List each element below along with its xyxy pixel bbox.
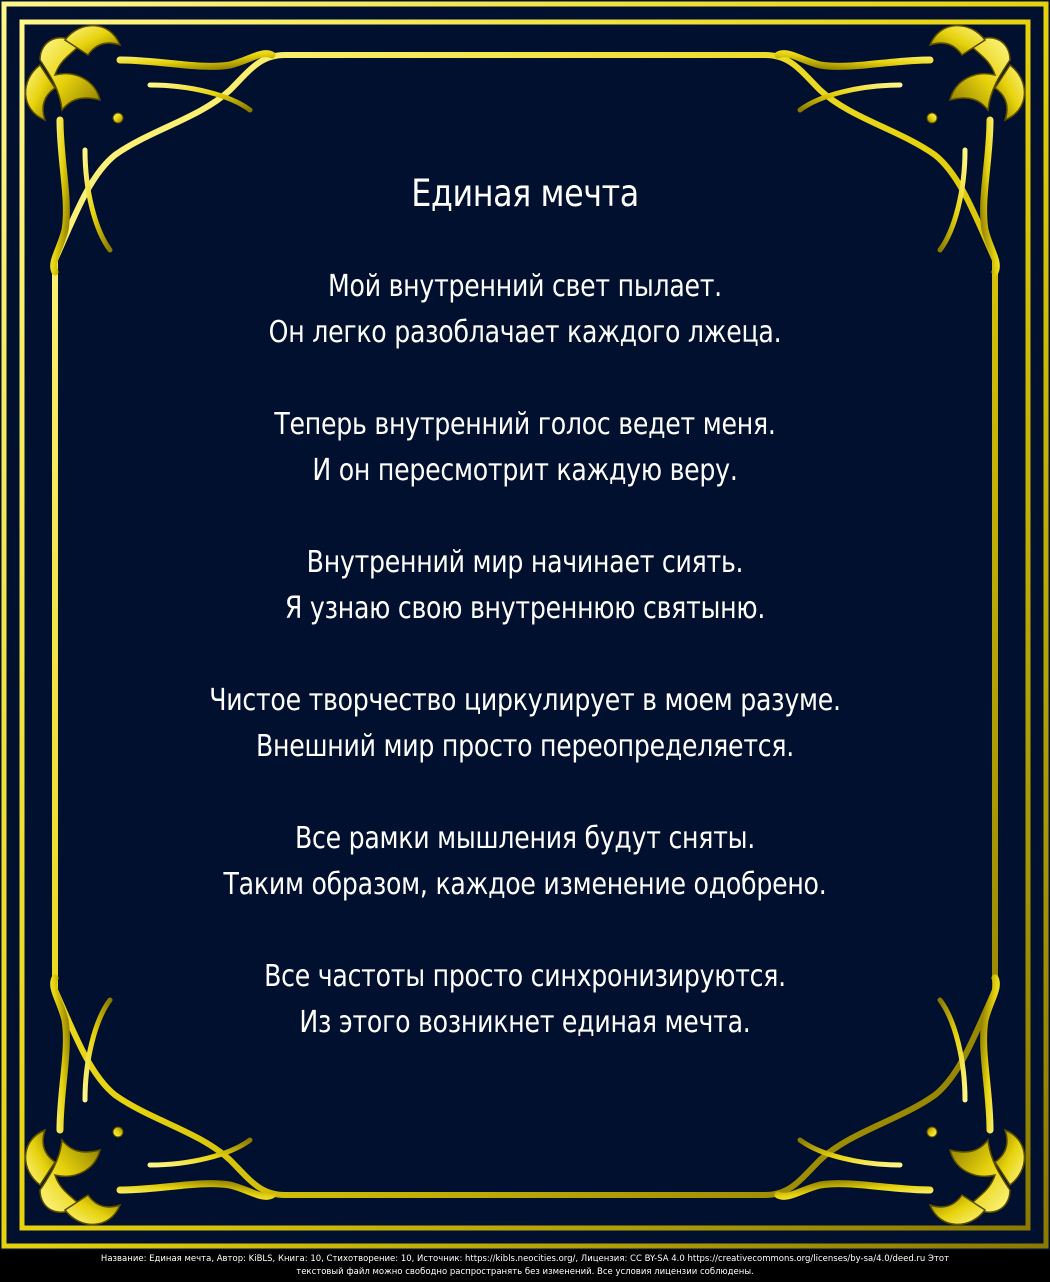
footer-line: Название: Единая мечта, Автор: KiBLS, Книга: 10, Стихотворение: 10, Источник: https://kibls.neocities.org/, Лицензия: CC BY-SA 4.0 https://creativecommons.org/licenses/by-sa/4.0/deed.ru Этот — [100, 1254, 950, 1264]
poem-line: Все частоты просто синхронизируются. — [264, 959, 786, 995]
poem-title: Единая мечта — [411, 172, 639, 215]
poem-line: Теперь внутренний голос ведет меня. — [274, 407, 776, 443]
license-footer — [0, 1250, 1050, 1282]
poem-body — [120, 170, 930, 1092]
poem-line: Все рамки мышления будут сняты. — [294, 821, 756, 857]
stanza — [120, 816, 930, 908]
stanza — [120, 264, 930, 356]
stanza — [120, 540, 930, 632]
footer-line: текстовый файл можно свободно распространять без изменений. Все условия лицензии соблюдены. — [296, 1267, 754, 1277]
poem-line: И он пересмотрит каждую веру. — [312, 453, 738, 489]
poem-line: Внутренний мир начинает сиять. — [306, 545, 744, 581]
poem-line: Чистое творчество циркулирует в моем разуме. — [209, 683, 841, 719]
stanza — [120, 678, 930, 770]
poem-line: Мой внутренний свет пылает. — [328, 269, 722, 305]
poem-line: Из этого возникнет единая мечта. — [299, 1005, 751, 1041]
stanza — [120, 402, 930, 494]
poem-line: Таким образом, каждое изменение одобрено. — [223, 867, 827, 903]
poem-line: Внешний мир просто переопределяется. — [255, 729, 795, 765]
poem-line: Я узнаю свою внутреннюю святыню. — [284, 591, 766, 627]
poem-line: Он легко разоблачает каждого лжеца. — [268, 315, 782, 351]
stanza — [120, 954, 930, 1046]
